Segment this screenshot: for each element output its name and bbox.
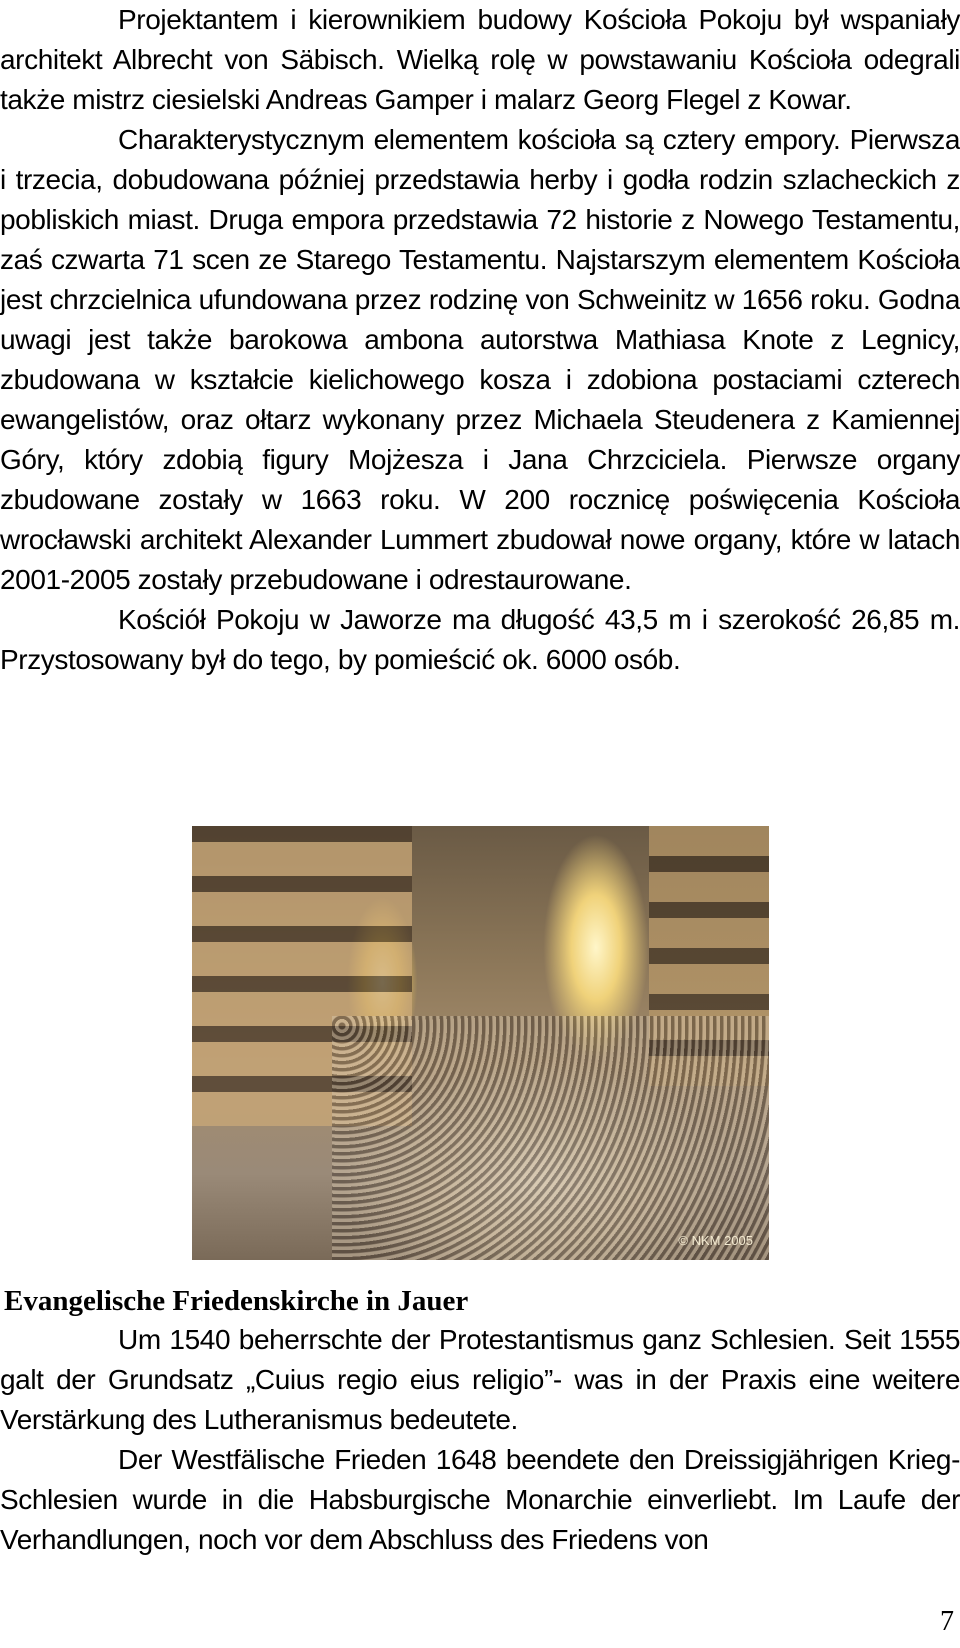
polish-text-section: [0, 0, 960, 680]
photo-watermark: © NKM 2005: [678, 1233, 753, 1248]
paragraph-dimensions: Kościół Pokoju w Jaworze ma długość 43,5 m i szerokość 26,85 m. Przystosowany był do tego, by pomieścić ok. 6000 osób.: [0, 604, 960, 675]
german-section-title: Evangelische Friedenskirche in Jauer: [4, 1285, 469, 1317]
paragraph-empory: Charakterystycznym elementem kościoła są cztery empory. Pierwsza i trzecia, dobudowana później przedstawia herby i godła rodzin szlacheckich z pobliskich miast. Druga empora przedstawia 72 historie z Nowego Testamentu, zaś czwarta 71 scen ze Starego Testamentu. Najstarszym elementem Kościoła jest chrzcielnica ufundowana przez rodzinę von Schweinitz w 1656 roku. Godna uwagi jest także barokowa ambona autorstwa Mathiasa Knote z Legnicy, zbudowana w kształcie kielichowego kosza i zdobiona postaciami czterech ewangelistów, oraz ołtarz wykonany przez Michaela Steudenera z Kamiennej Góry, który zdobią figury Mojżesza i Jana Chrzciciela. Pierwsze organy zbudowane zostały w 1663 roku. W 200 rocznicę poświęcenia Kościoła wrocławski architekt Alexander Lummert zbudował nowe organy, które w latach 2001-2005 zostały przebudowane i odrestaurowane.: [0, 124, 960, 595]
photo-congregation: [332, 1016, 769, 1260]
paragraph-protestantism: Um 1540 beherrschte der Protestantismus ganz Schlesien. Seit 1555 galt der Grundsatz „Cuius regio eius religio”- was in der Praxis eine weitere Verstärkung des Lutheranismus bedeutete.: [0, 1324, 960, 1435]
paragraph-architects: Projektantem i kierownikiem budowy Kościoła Pokoju był wspaniały architekt Albrecht von Säbisch. Wielką rolę w powstawaniu Kościoła odegrali także mistrz ciesielski Andreas Gamper i malarz Georg Flegel z Kowar.: [0, 4, 960, 115]
church-interior-photo: [192, 826, 769, 1260]
german-text-section: [0, 1320, 960, 1560]
paragraph-westphalia: Der Westfälische Frieden 1648 beendete den Dreissigjährigen Krieg- Schlesien wurde in die Habsburgische Monarchie einverliebt. Im Laufe der Verhandlungen, noch vor dem Abschluss des Friedens von: [0, 1444, 960, 1555]
page-number: 7: [940, 1606, 954, 1637]
